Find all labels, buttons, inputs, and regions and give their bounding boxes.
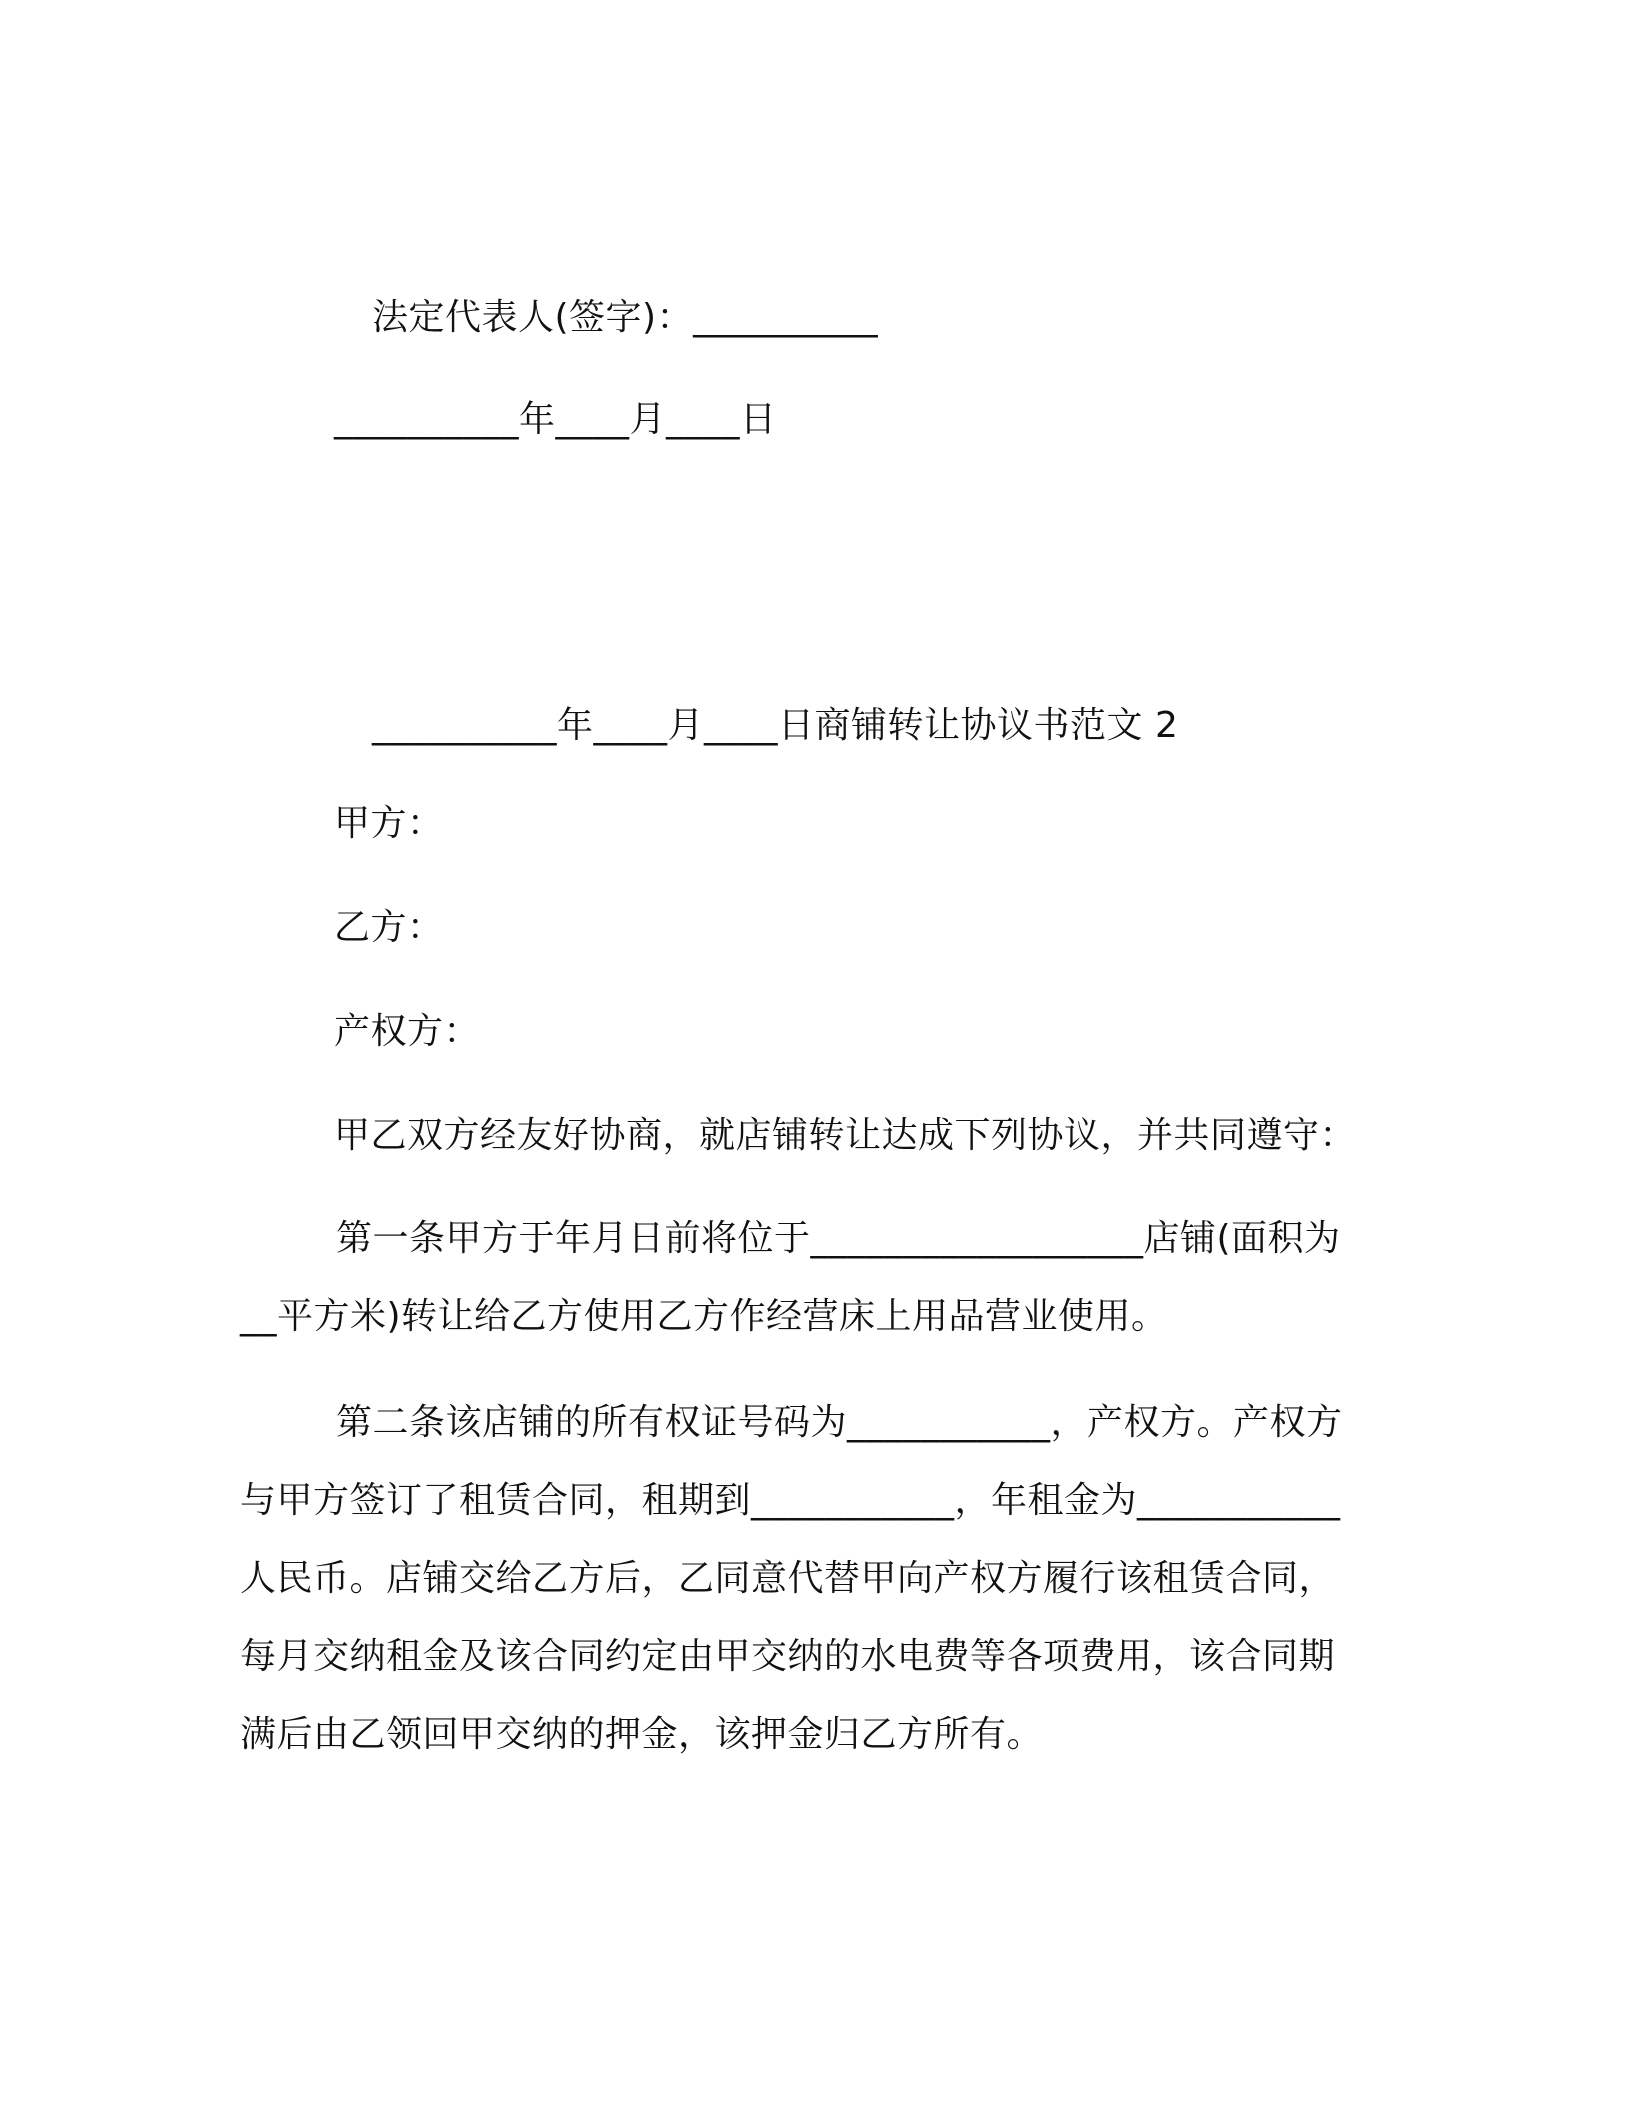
party-b-label: 乙方： xyxy=(334,907,444,948)
signature-line: 法定代表人(签字)：__________ xyxy=(372,297,879,338)
party-a-label: 甲方： xyxy=(334,803,444,844)
intro-paragraph: 甲乙双方经友好协商，就店铺转让达成下列协议，并共同遵守： xyxy=(334,1115,1357,1156)
article-2-paragraph: 第二条该店铺的所有权证号码为___________，产权方。产权方与甲方签订了租赁合同，租期到___________，年租金为___________人民币。店铺交给乙方后，乙同意代替甲向产权方履行该租赁合同，每月交纳租金及该合同约定由甲交纳的水电费等各项费用，该合同期满后由乙领回甲交纳的押金，该押金归乙方所有。 xyxy=(240,1402,1343,1755)
property-owner-label: 产权方： xyxy=(334,1011,481,1052)
article-1-paragraph: 第一条甲方于年月日前将位于__________________店铺(面积为__平方米)转让给乙方使用乙方作经营床上用品营业使用。 xyxy=(240,1218,1341,1337)
section-title: __________年____月____日商铺转让协议书范文 2 xyxy=(372,705,1179,746)
date-line: __________年____月____日 xyxy=(334,399,777,440)
